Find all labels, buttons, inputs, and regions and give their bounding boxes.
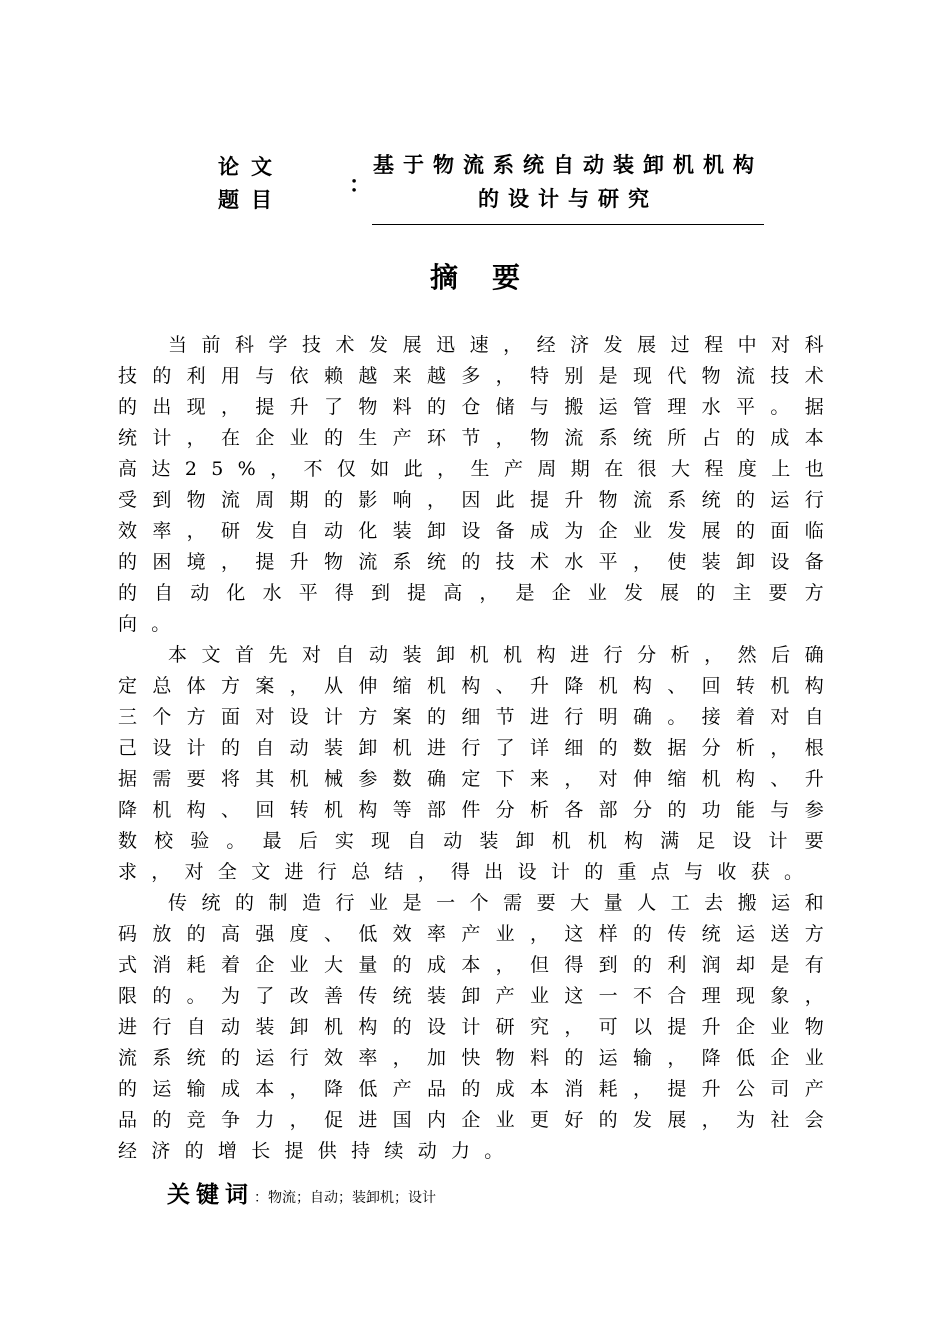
keywords-line (167, 1176, 436, 1209)
thesis-title-colon: ： (349, 172, 372, 198)
abstract-paragraph-1: 当前科学技术发展迅速，经济发展过程中对科技的利用与依赖越来越多，特别是现代物流技术的出现，提升了物料的仓储与搬运管理水平。据统计，在企业的生产环节，物流系统所占的成本高达25%，不仅如此，生产周期在很大程度上也受到物流周期的影响，因此提升物流系统的运行效率，研发自动化装卸设备成为企业发展的面临的困境，提升物流系统的技术水平，使装卸设备的自动化水平得到提高，是企业发展的主要方向。 (118, 334, 838, 635)
abstract-paragraph-3: 传统的制造行业是一个需要大量人工去搬运和码放的高强度、低效率产业，这样的传统运送方式消耗着企业大量的成本，但得到的利润却是有限的。为了改善传统装卸产业这一不合理现象，进行自动装卸机构的设计研究，可以提升企业物流系统的运行效率，加快物料的运输，降低企业的运输成本，降低产品的成本消耗，提升公司产品的竞争力，促进国内企业更好的发展，为社会经济的增长提供持续动力。 (118, 892, 838, 1162)
keywords-separator: ： (254, 1190, 268, 1206)
abstract-paragraph-2: 本文首先对自动装卸机机构进行分析，然后确定总体方案，从伸缩机构、升降机构、回转机构三个方面对设计方案的细节进行明确。接着对自己设计的自动装卸机进行了详细的数据分析，根据需要将其机械参数确定下来，对伸缩机构、升降机构、回转机构等部件分析各部分的功能与参数校验。最后实现自动装卸机机构满足设计要求，对全文进行总结，得出设计的重点与收获。 (118, 644, 838, 883)
keywords-value: 物流；自动；装卸机；设计 (268, 1190, 436, 1206)
abstract-body (118, 330, 838, 1167)
thesis-title-text: 基于物流系统自动装卸机机构的设计与研究 (373, 152, 763, 211)
keywords-label: 关键词 (167, 1181, 254, 1208)
thesis-title-underline (372, 224, 764, 225)
abstract-heading: 摘要 (429, 261, 554, 294)
thesis-title-label: 论文题目 (218, 154, 284, 212)
